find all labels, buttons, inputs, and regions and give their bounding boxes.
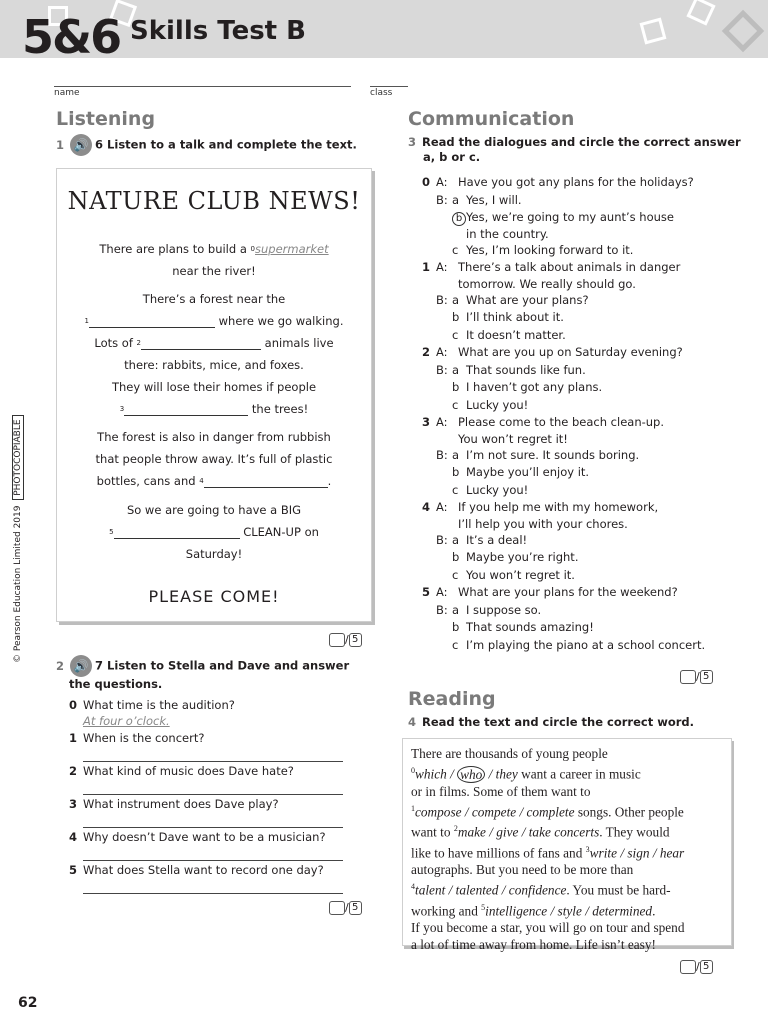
score-box-q2: / 5 [329, 901, 362, 915]
reading-heading: Reading [408, 688, 496, 710]
example-answer: supermarket [255, 242, 329, 256]
page-number: 62 [18, 995, 38, 1011]
q1-track: 6 [95, 137, 104, 152]
q2-item-3: 3 What instrument does Dave play? [69, 797, 279, 811]
decor-square [640, 18, 667, 45]
question-1 [56, 134, 357, 156]
news-line: Saturday! [185, 547, 243, 561]
blank-1[interactable] [89, 315, 215, 328]
q2-item-4: 4 Why doesn’t Dave want to be a musician? [69, 830, 326, 844]
q2-example-answer: At four o’clock. [83, 714, 170, 728]
news-line: $^3$ the trees! [119, 402, 309, 416]
decor-diamond [722, 10, 764, 52]
answer-line-4[interactable] [83, 859, 343, 861]
dialogue-3: 3 A: Please come to the beach clean-up. [422, 415, 665, 429]
unit-number: 5&6 [22, 10, 121, 64]
q2-item-5: 5 What does Stella want to record one day? [69, 863, 324, 877]
answer-line-3[interactable] [83, 826, 343, 828]
copyright-text: © Pearson Education Limited 2019 [13, 505, 23, 663]
reading-text-box [402, 738, 732, 953]
name-line[interactable] [54, 86, 351, 87]
dialogue-2: 2 A: What are you up on Saturday evening? [422, 345, 683, 359]
side-copyright [6, 402, 24, 672]
news-line: $^5$ CLEAN-UP on [109, 525, 319, 539]
news-line: bottles, cans and $^4$ . [96, 474, 332, 488]
blank-5[interactable] [114, 526, 240, 539]
q2-item-2: 2 What kind of music does Dave hate? [69, 764, 294, 778]
blank-2[interactable] [141, 337, 261, 350]
score-box-q3: / 5 [680, 670, 713, 684]
please-come: PLEASE COME! [148, 587, 280, 606]
dialogue-0: 0 A: Have you got any plans for the holidays? [422, 175, 694, 189]
news-line: They will lose their homes if people [111, 380, 317, 394]
page-title: Skills Test B [130, 16, 306, 46]
blank-3[interactable] [124, 403, 248, 416]
audio-speaker-icon[interactable]: 🔊 [70, 655, 92, 677]
question-3: 3 Read the dialogues and circle the correct answer a, b or c. [408, 135, 741, 164]
question-4: 4 Read the text and circle the correct word. [408, 715, 695, 729]
listening-heading: Listening [56, 108, 156, 130]
dialogue-1: 1 A: There’s a talk about animals in danger [422, 260, 681, 274]
news-line: There are plans to build a $^0$supermarket [99, 242, 329, 256]
news-line: There’s a forest near the [142, 292, 286, 306]
answer-line-2[interactable] [83, 793, 343, 795]
communication-heading: Communication [408, 108, 575, 130]
news-line: near the river! [172, 264, 256, 278]
score-box-q4: / 5 [680, 960, 713, 974]
dialogue-5: 5 A: What are your plans for the weekend? [422, 585, 678, 599]
photocopiable-label: PHOTOCOPIABLE [12, 415, 24, 499]
q1-number: 1 [56, 137, 65, 152]
class-line[interactable] [370, 86, 408, 87]
audio-speaker-icon[interactable]: 🔊 [70, 134, 92, 156]
answer-line-5[interactable] [83, 892, 343, 894]
score-box-q1: / 5 [329, 633, 362, 647]
news-box [56, 168, 372, 622]
news-line: So we are going to have a BIG [126, 503, 302, 517]
reading-text: There are thousands of young people $^0$which / who / they want a career in music or in films. Some of them want to $^1$compose / compete / complete songs. Other people want to $^2$make / give / take concerts. They would like to have millions of fans and $^3$write / sign / hear autographs. But you need to be more than $^4$talent / talented / confidence. You must be hard- working and $^5$intelligence / style / determined. If you become a star, you will go on tour and spend a lot of time away from home. Life isn’t easy! [411, 746, 685, 953]
q2-item-1: 1 When is the concert? [69, 731, 205, 745]
class-label: class [370, 88, 393, 98]
name-label: name [54, 88, 80, 98]
news-line: Lots of $^2$ animals live [94, 336, 334, 350]
decor-square [686, 0, 715, 26]
circled-answer[interactable]: b [452, 212, 466, 226]
news-title: NATURE CLUB NEWS! [67, 187, 361, 215]
news-line: there: rabbits, mice, and foxes. [124, 358, 304, 372]
question-2: 2 🔊 7 Listen to Stella and Dave and answer the questions. [56, 655, 349, 692]
circled-word[interactable]: who [457, 766, 485, 783]
answer-line-1[interactable] [83, 760, 343, 762]
q1-instruction: Listen to a talk and complete the text. [107, 137, 357, 152]
dialogue-list: 0 A: Have you got any plans for the holidays? B: a Yes, I will. b Yes, we’re going to my aunt’s house in the country. c Yes, I’m looking forward to it. 1 A: There’s a talk about animals in danger tomorrow. We really should go. B: a What are your plans? b I’ll think about it. c It doesn’t matter. 2 A: What are you up on Saturday evening? B: a That sounds like fun. b I haven’t got any plans. c Lucky you! 3 A: Please come to the beach clean-up. You won’t regret it! B: a I’m not sure. It sounds boring. b Maybe you’ll enjoy it. c Lucky you! 4 A: If you help me with my homework, I’ll help you with your chores. B: a It’s a deal! b Maybe you’re right. c You won’t regret it. 5 A: What are your plans for the weekend? B: a I suppose so. b That sounds amazing! c I’m playing the piano at a school concert. [422, 174, 742, 654]
q2-item-0: 0 What time is the audition? [69, 698, 235, 712]
news-line: that people throw away. It’s full of plastic [95, 452, 333, 466]
blank-4[interactable] [204, 475, 328, 488]
news-line: The forest is also in danger from rubbish [97, 430, 331, 444]
news-line: $^1$ where we go walking. [84, 314, 344, 328]
dialogue-4: 4 A: If you help me with my homework, [422, 500, 659, 514]
